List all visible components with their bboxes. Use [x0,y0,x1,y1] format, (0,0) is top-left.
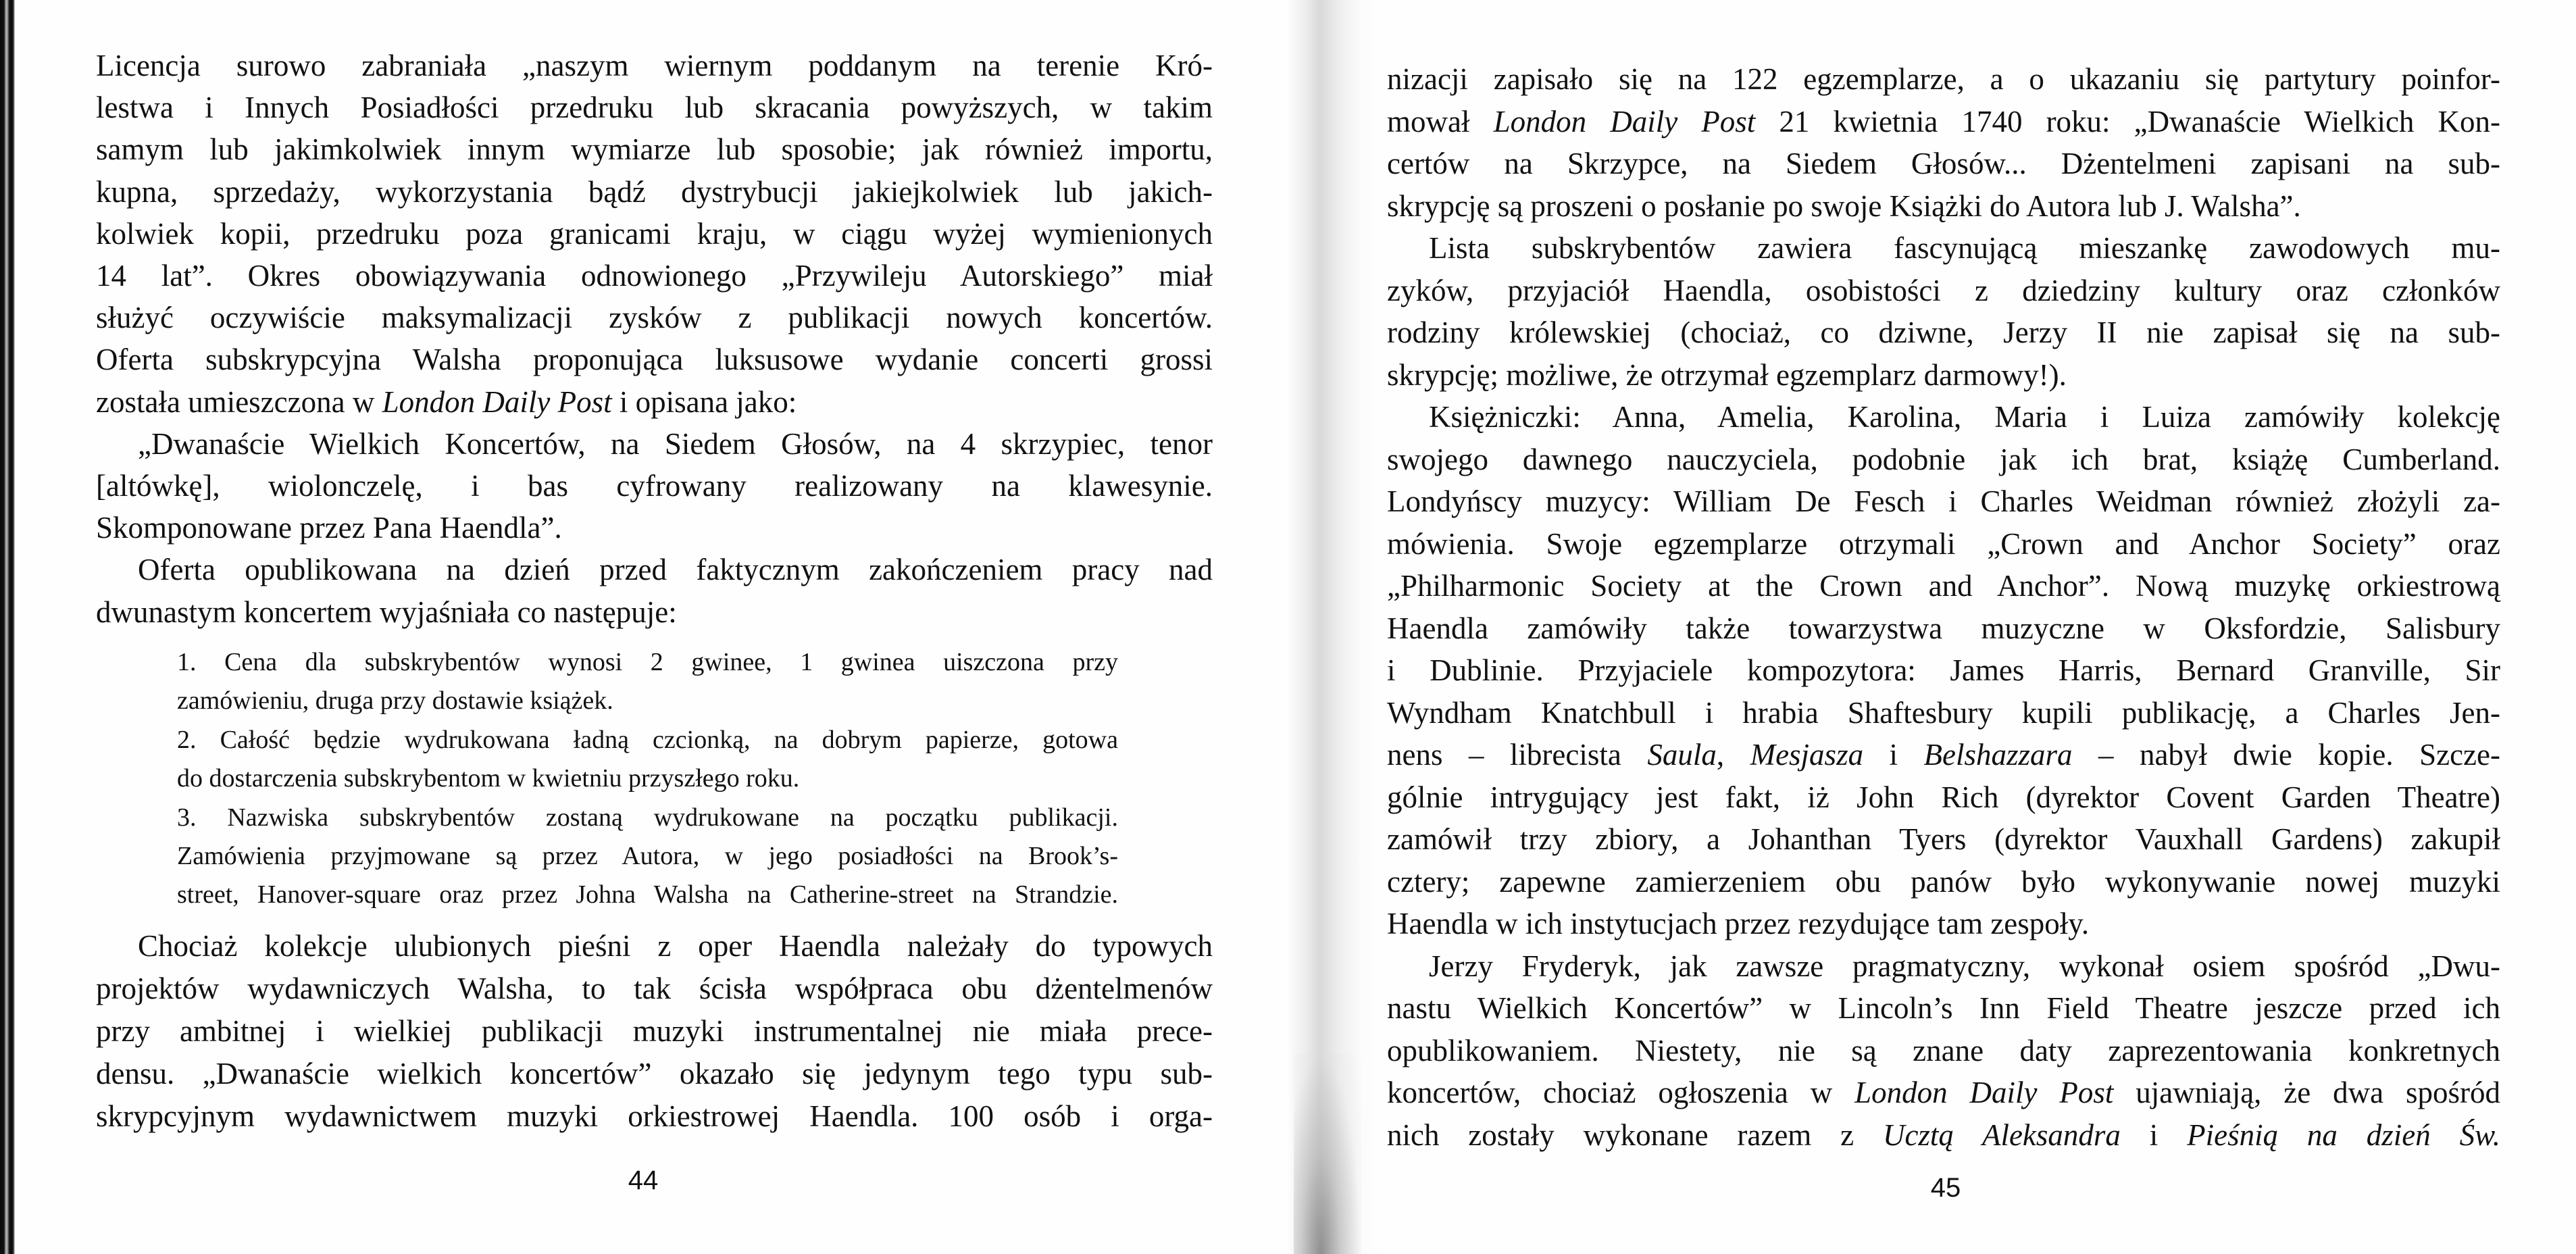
text-line [1387,227,2500,270]
line-text: – nabył dwie kopie. Szcze- [2072,738,2500,772]
line-text: 14 lat”. Okres obowiązywania odnowionego „Przywileju Autorskiego” miał [96,259,1213,293]
text-line [1387,354,2500,397]
text-line [1387,734,2500,776]
text-line [1387,270,2500,312]
text-line [1387,692,2500,734]
text-line [1387,143,2500,185]
text-line [96,925,1213,968]
text-line [96,1095,1213,1138]
line-text: „Dwanaście Wielkich Koncertów, na Siedem Głosów, na 4 skrzypiec, tenor [138,426,1213,461]
line-text: 2. Całość będzie wydrukowana ładną czcionką, na dobrym papierze, gotowa [177,725,1118,754]
text-line [96,338,1213,380]
line-text: street, Hanover-square oraz przez Johna Walsha na Catherine-street na Strandzie. [177,880,1118,909]
line-text: i opisana jako: [611,384,797,419]
left-body-text-top [96,45,1213,633]
line-text: gólnie intrygujący jest fakt, iż John Rich (dyrektor Covent Garden Theatre) [1387,780,2500,814]
line-text: skrypcję są proszeni o posłanie po swoje Książki do Autora lub J. Walsha”. [1387,189,2301,223]
line-text: Londyńscy muzycy: William De Fesch i Charles Weidman również złożyli za- [1387,484,2500,518]
text-line [96,591,1213,633]
text-line [96,255,1213,297]
text-line [96,507,1213,549]
text-line [1387,311,2500,354]
text-line [1387,607,2500,650]
line-text: certów na Skrzypce, na Siedem Głosów... Dżentelmeni zapisani na sub- [1387,147,2500,180]
text-line [96,128,1213,170]
line-text: i Dublinie. Przyjaciele kompozytora: James Harris, Bernard Granville, Sir [1387,653,2500,687]
line-text: nastu Wielkich Koncertów” w Lincoln’s Inn Field Theatre jeszcze przed ich [1387,991,2500,1025]
line-text: dwunastym koncertem wyjaśniała co następuje: [96,595,677,629]
line-text: służyć oczywiście maksymalizacji zysków z publikacji nowych koncertów. [96,301,1213,335]
text-line [1387,438,2500,481]
text-line [96,549,1213,591]
line-text: opublikowaniem. Niestety, nie są znane daty zaprezentowania konkretnych [1387,1033,2500,1068]
line-text: zamówił trzy zbiory, a Johanthan Tyers (dyrektor Vauxhall Gardens) zakupił [1387,822,2500,856]
line-text: skrypcyjnym wydawnictwem muzyki orkiestrowej Haendla. 100 osób i orga- [96,1099,1213,1133]
page-number-right: 45 [1930,1173,1961,1203]
line-text: nich zostały wykonane razem z [1387,1118,1883,1152]
subscription-terms-list [177,643,1118,915]
line-text: mówienia. Swoje egzemplarze otrzymali „Crown and Anchor Society” oraz [1387,526,2500,561]
text-line [177,837,1118,876]
text-line [1387,1030,2500,1072]
text-line [1387,565,2500,607]
line-text: i [2120,1118,2188,1152]
line-text: 3. Nazwiska subskrybentów zostaną wydrukowane na początku publikacji. [177,803,1118,832]
line-text: samym lub jakimkolwiek innym wymiarze lub sposobie; jak również importu, [96,132,1213,167]
line-text: Oferta opublikowana na dzień przed faktycznym zakończeniem pracy nad [138,553,1213,587]
line-text: nens – librecista [1387,738,1648,772]
text-line [1387,1072,2500,1114]
line-text: Skomponowane przez Pana Haendla”. [96,511,562,545]
line-text: Chociaż kolekcje ulubionych pieśni z oper Haendla należały do typowych [138,929,1213,963]
italic-title-text: Mesjasza [1750,738,1864,772]
text-line [96,45,1213,86]
line-text: kolwiek kopii, przedruku poza granicami kraju, w ciągu wyżej wymienionych [96,216,1213,251]
italic-title-text: Pieśnią na dzień Św. [2187,1118,2501,1152]
text-line [96,968,1213,1010]
text-line [177,643,1118,682]
text-line [96,86,1213,128]
line-text: kupna, sprzedaży, wykorzystania bądź dystrybucji jakiejkolwiek lub jakich- [96,174,1213,209]
line-text: Haendla zamówiły także towarzystwa muzyczne w Oksfordzie, Salisbury [1387,611,2500,645]
text-line [177,799,1118,837]
text-line [96,465,1213,507]
line-text: zyków, przyjaciół Haendla, osobistości z dziedziny kultury oraz członków [1387,273,2500,307]
line-text: Księżniczki: Anna, Amelia, Karolina, Maria i Luiza zamówiły kolekcję [1429,400,2500,434]
text-line [177,721,1118,759]
text-line [96,381,1213,423]
line-text: , [1716,738,1750,772]
line-text: Jerzy Fryderyk, jak zawsze pragmatyczny, wykonał osiem spośród „Dwu- [1429,949,2500,983]
text-line [1387,903,2500,945]
line-text: Wyndham Knatchbull i hrabia Shaftesbury kupili publikację, a Charles Jen- [1387,695,2500,730]
text-line [1387,987,2500,1030]
text-line [1387,523,2500,566]
line-text: Licencja surowo zabraniała „naszym wiernym poddanym na terenie Kró- [96,49,1213,82]
line-text: Lista subskrybentów zawiera fascynującą mieszankę zawodowych mu- [1429,231,2500,265]
text-line [96,1053,1213,1095]
line-text: projektów wydawniczych Walsha, to tak ścisła współpraca obu dżentelmenów [96,972,1213,1005]
line-text: swojego dawnego nauczyciela, podobnie jak ich brat, książę Cumberland. [1387,442,2500,476]
line-text: skrypcję; możliwe, że otrzymał egzemplarz darmowy!). [1387,357,2067,392]
italic-title-text: Belshazzara [1923,738,2073,772]
line-text: zamówieniu, druga przy dostawie książek. [177,686,613,716]
text-line [96,171,1213,213]
line-text: [altówkę], wiolonczelę, i bas cyfrowany realizowany na klawesynie. [96,469,1213,503]
text-line [1387,649,2500,692]
text-line [1387,185,2500,228]
text-line [1387,58,2500,101]
text-line [1387,818,2500,861]
line-text: Haendla w ich instytucjach przez rezydujące tam zespoły. [1387,907,2090,940]
line-text: do dostarczenia subskrybentom w kwietniu przyszłego roku. [177,764,800,793]
line-text: przy ambitnej i wielkiej publikacji muzyki instrumentalnej nie miała prece- [96,1014,1213,1048]
italic-title-text: London Daily Post [1493,104,1756,139]
line-text: Zamówienia przyjmowane są przez Autora, w jego posiadłości na Brook’s- [177,842,1118,871]
line-text: nizacji zapisało się na 122 egzemplarze, a o ukazaniu się partytury poinfor- [1387,62,2500,96]
line-text: została umieszczona w [96,384,382,419]
text-line [96,297,1213,338]
text-line [1387,396,2500,438]
italic-title-text: London Daily Post [1854,1076,2114,1109]
text-line [96,423,1213,465]
text-line [1387,861,2500,903]
text-line [1387,480,2500,523]
right-body-text [1387,58,2500,1156]
line-text: densu. „Dwanaście wielkich koncertów” okazało się jedynym tego typu sub- [96,1057,1213,1090]
italic-title-text: Saula [1647,738,1717,772]
line-text: „Philharmonic Society at the Crown and Anchor”. Nową muzykę orkiestrową [1387,569,2500,603]
left-body-text-bottom [96,925,1213,1138]
line-text: rodziny królewskiej (chociaż, co dziwne, Jerzy II nie zapisał się na sub- [1387,316,2500,349]
text-line [1387,776,2500,819]
page-number-left: 44 [628,1165,659,1195]
line-text: cztery; zapewne zamierzeniem obu panów było wykonywanie nowej muzyki [1387,864,2500,899]
text-line [1387,101,2500,143]
text-line [96,1010,1213,1053]
text-line [1387,945,2500,988]
right-page [1287,0,2576,1254]
line-text: i [1863,738,1924,772]
text-line [1387,1114,2500,1157]
italic-title-text: London Daily Post [382,384,612,419]
line-text: 1. Cena dla subskrybentów wynosi 2 gwinee, 1 gwinea uiszczona przy [177,648,1118,676]
text-line [177,682,1118,720]
line-text: lestwa i Innych Posiadłości przedruku lub skracania powyższych, w takim [96,91,1213,125]
italic-title-text: Ucztą Aleksandra [1882,1118,2121,1152]
text-line [177,759,1118,798]
text-line [96,213,1213,255]
line-text: 21 kwietnia 1740 roku: „Dwanaście Wielkich Kon- [1755,104,2500,139]
left-page [0,0,1287,1254]
line-text: koncertów, chociaż ogłoszenia w [1387,1076,1855,1109]
line-text: Oferta subskrypcyjna Walsha proponująca luksusowe wydanie concerti grossi [96,343,1213,377]
text-line [177,876,1118,914]
line-text: ujawniają, że dwa spośród [2113,1076,2500,1109]
line-text: mował [1387,104,1494,139]
